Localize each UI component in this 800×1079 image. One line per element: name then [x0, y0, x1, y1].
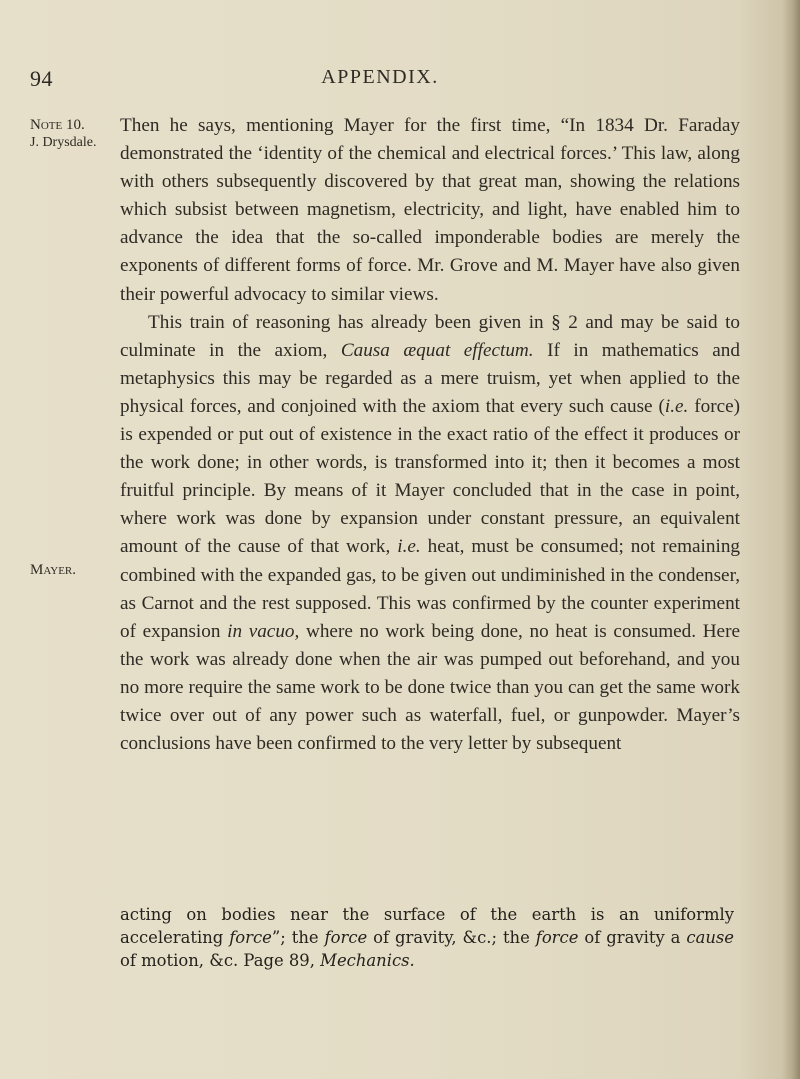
paragraph-2-part-1: This train of reasoning has already been given in § 2 and may be said to culminate in the axiom, [120, 311, 740, 361]
ie-abbreviation: i.e. [664, 395, 689, 417]
page-number: 94 [30, 66, 53, 91]
footnote-part-5: of motion, &c. Page 89, [120, 951, 321, 971]
in-vacuo-phrase: in vacuo, [227, 620, 300, 642]
paragraph-2-part-4: heat, must be consumed; not remaining combined with the expanded gas, to be given out undiminished in the condenser, as Carnot and the rest supposed. This was confirmed by the counter experiment of expansion [120, 536, 741, 642]
footnote-italic-force: force [324, 928, 368, 948]
footnote-text [120, 903, 734, 973]
margin-note-mayer: Mayer. [30, 562, 77, 578]
footnote-part-2: ”; the [271, 928, 325, 948]
running-head: APPENDIX. [321, 66, 439, 88]
paragraph-2-part-3: force) is expended or put out of existence in the exact ratio of the effect it produces or the work done; in other words, is transformed into it; then it becomes a most fruitful principle. By means of it Mayer concluded that in the case in point, where work was done by expansion under constant pressure, an equivalent amount of the cause of that work, [120, 395, 740, 558]
latin-axiom: Causa æquat effectum. [340, 339, 534, 361]
page-header [30, 66, 730, 96]
footnote-italic-cause: cause [686, 928, 735, 948]
footnote-italic-force: force [229, 928, 272, 948]
page-edge-shadow [782, 0, 800, 1079]
footnote-italic-mechanics: Mechanics. [320, 951, 415, 971]
paragraph-2-part-5: where no work being done, no heat is consumed. Here the work was already done when the air was pumped out beforehand, and you no more require the same work to be done twice than you can get the same work twice over out of any power such as waterfall, fuel, or gunpowder. Mayer’s conclusions have been confirmed to the very letter by subsequent [120, 620, 740, 755]
paragraph-1: Then he says, mentioning Mayer for the first time, “In 1834 Dr. Faraday demonstrated the ‘identity of the chemical and electrical forces.’ This law, along with others subsequently discovered by that great man, showing the relations which subsist between magnetism, electricity, and light, have enabled him to advance the idea that the so-called imponderable bodies are merely the exponents of different forms of force. Mr. Grove and M. Mayer have also given their powerful advocacy to similar views. [120, 115, 740, 305]
margin-note-author: J. Drysdale. [30, 135, 97, 150]
body-text [120, 112, 740, 758]
paragraph-2 [120, 309, 740, 759]
margin-note-label: Note 10. [30, 117, 85, 133]
footnote-italic-force: force [535, 928, 579, 948]
paragraph-2-part-2: If in mathematics and metaphysics this may be regarded as a mere truism, yet when applied to the physical forces, and conjoined with the axiom that every such cause ( [120, 339, 740, 417]
footnote [120, 903, 734, 973]
footnote-part-3: of gravity, &c.; the [367, 928, 536, 948]
footnote-part-1: acting on bodies near the surface of the earth is an uniformly accelerating [120, 905, 734, 948]
ie-abbreviation: i.e. [397, 536, 421, 558]
footnote-part-4: of gravity a [578, 928, 687, 948]
